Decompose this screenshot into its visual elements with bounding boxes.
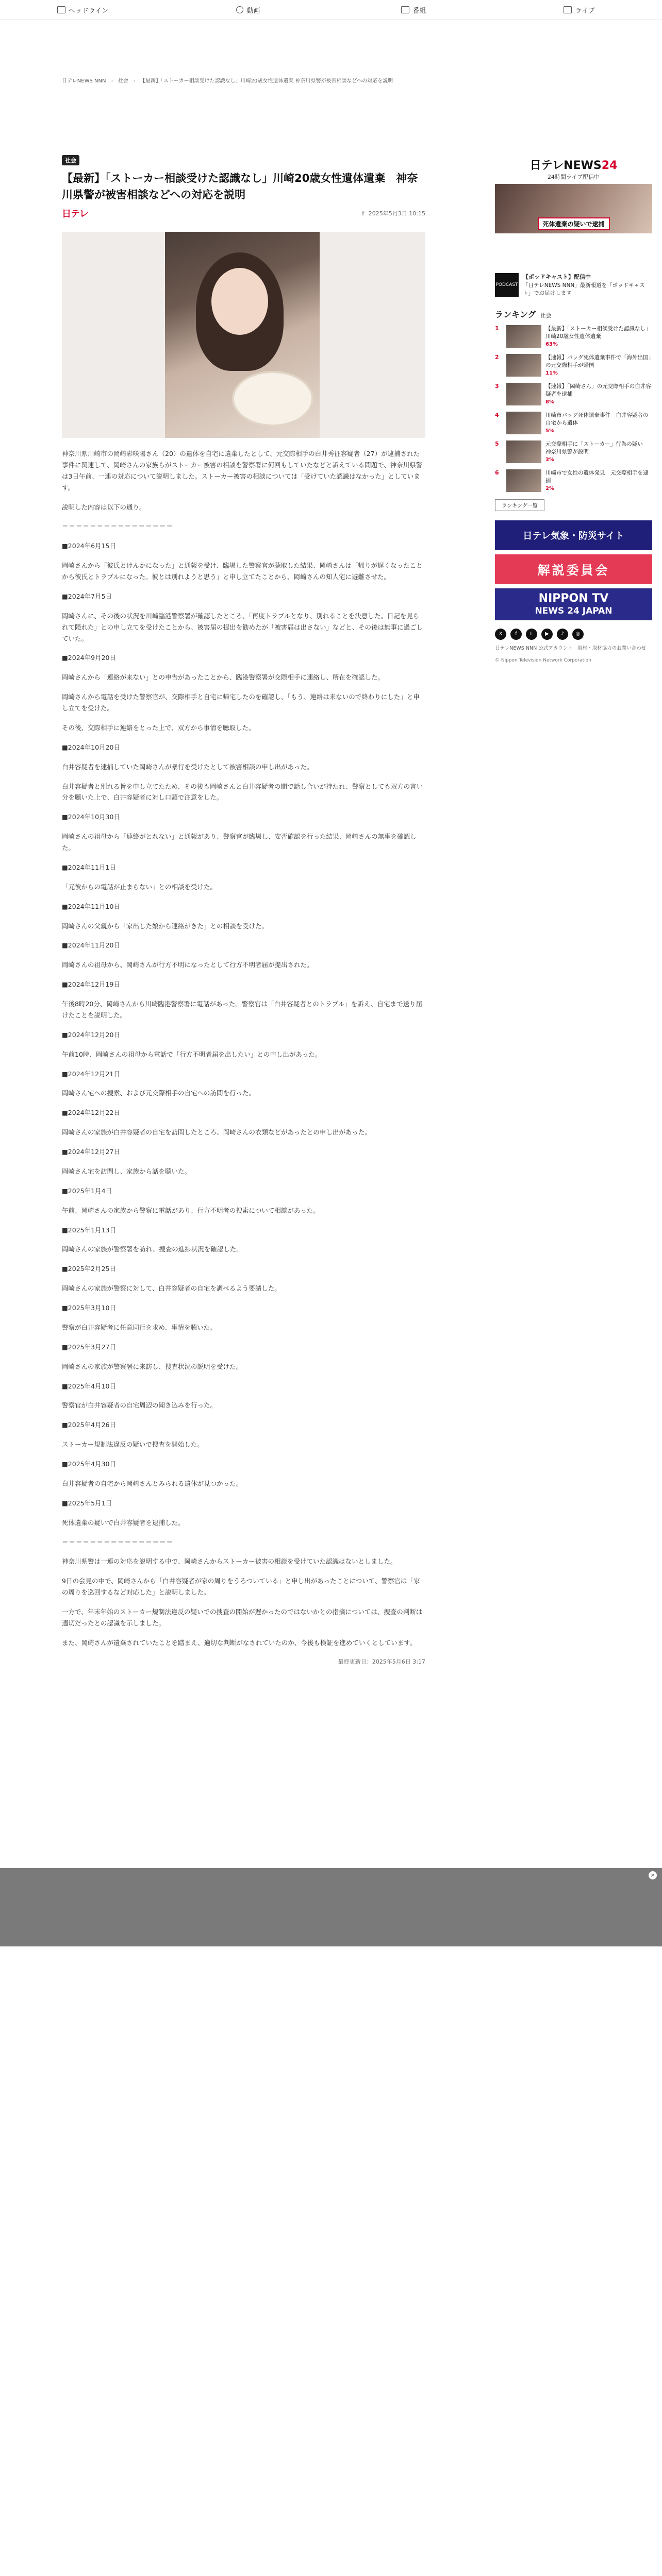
article-paragraph: 岡崎さんから「連絡が来ない」との申告があったことから、臨港警察署が交際相手に連絡し、所在を確認した。 [62, 673, 384, 682]
article-paragraph: 9日の会見の中で、岡崎さんから「白井容疑者が家の周りをうろついている」と申し出があったことについて、警察官は「家の周りを巡回するなど対応した」と説明しました。 [62, 1577, 420, 1597]
sns-links [495, 629, 652, 640]
news24-caption: 死体遺棄の疑いで逮捕 [537, 217, 609, 230]
news24-sub: 24時間ライブ配信中 [547, 174, 600, 180]
nav-item-video[interactable] [166, 0, 331, 20]
article-paragraph: 白井容疑者の自宅から岡崎さんとみられる遺体が見つかった。 [62, 1479, 243, 1487]
breadcrumb: 日テレNEWS NNN › 社会 › 【最新】「ストーカー相談受けた認識なし」川崎20歳女性遺体遺棄 神奈川県警が被害相談などへの対応を説明 [62, 78, 393, 84]
share-icon[interactable]: ⇧ [360, 210, 366, 217]
breadcrumb-current: 【最新】「ストーカー相談受けた認識なし」川崎20歳女性遺体遺棄 神奈川県警が被害相談などへの対応を説明 [140, 78, 393, 84]
hero-face [211, 268, 268, 335]
nav-label: ライブ [575, 7, 595, 15]
article-paragraph: 岡崎さんの家族が白井容疑者の自宅を訪問したところ、岡崎さんの衣類などがあったとの申し出があった。 [62, 1128, 371, 1137]
article-paragraph: ＝＝＝＝＝＝＝＝＝＝＝＝＝＝＝＝ [62, 1538, 174, 1546]
article-paragraph: 午前10時、岡崎さんの祖母から電話で「行方不明者届を出したい」との申し出があった。 [62, 1050, 322, 1058]
article-paragraph: 岡崎さんの祖母から、岡崎さんが行方不明になったとして行方不明者届が提出された。 [62, 961, 313, 969]
news24-logo [495, 157, 652, 173]
timeline-date: ■2025年4月26日 [62, 1421, 116, 1429]
news24-banner[interactable] [495, 155, 652, 247]
podcast-text: 「日テレNEWS NNN」最新報道を「ポッドキャスト」でお届けします [523, 282, 645, 297]
commentary-banner[interactable]: 解説委員会 [495, 554, 652, 584]
ranking-thumbnail [506, 412, 541, 434]
timeline-date: ■2024年11月10日 [62, 902, 120, 910]
sns-icon[interactable]: ▶ [541, 629, 553, 640]
ranking-number: 3 [495, 382, 499, 389]
ranking-item[interactable] [495, 412, 652, 435]
live-icon [564, 6, 572, 13]
timeline-date: ■2024年12月27日 [62, 1148, 120, 1156]
article-paragraph: 神奈川県警は一連の対応を説明する中で、岡崎さんからストーカー被害の相談を受けていた認識はないとしました。 [62, 1557, 397, 1566]
overlay-banner [0, 1868, 662, 1946]
timeline-date: ■2024年12月21日 [62, 1070, 120, 1078]
nav-item-programs[interactable] [331, 0, 496, 20]
ranking-item[interactable] [495, 325, 652, 349]
article-paragraph: 岡崎さんの家族が警察署に来訪し、捜査状況の説明を受けた。 [62, 1362, 243, 1370]
article-paragraph: 岡崎さんの家族が警察に対して、白井容疑者の自宅を調べるよう要請した。 [62, 1284, 281, 1293]
article-paragraph: 岡崎さん宅への捜索、および元交際相手の自宅への訪問を行った。 [62, 1089, 256, 1097]
sns-icon[interactable]: ♪ [557, 629, 568, 640]
timeline-date: ■2024年12月22日 [62, 1109, 120, 1117]
nav-label: 番組 [412, 7, 426, 15]
tv-icon [401, 6, 409, 13]
article-paragraph: 午後8時20分、岡崎さんから川崎臨港警察署に電話があった。警察官は「白井容疑者とのトラブル」を訴え、自宅まで送り届けたことを説明した。 [62, 1000, 422, 1019]
sns-icon[interactable]: f [510, 629, 522, 640]
timeline-date: ■2024年12月19日 [62, 980, 120, 989]
weather-site-banner[interactable]: 日テレ気象・防災サイト [495, 520, 652, 550]
timeline-date: ■2024年12月20日 [62, 1030, 120, 1039]
ranking-item[interactable] [495, 354, 652, 378]
ntv-bottom: NEWS 24 JAPAN [535, 605, 613, 616]
article-date: 2025年5月3日 10:15 [368, 210, 425, 217]
ranking-percent: 3% [545, 457, 554, 463]
nav-label: ヘッドライン [68, 7, 109, 15]
nav-item-live[interactable] [496, 0, 662, 20]
article-paragraph: 岡崎さんから電話を受けた警察官が、交際相手と自宅に帰宅したのを確認し、「もう、連絡は来ないので終わりにした」と申し立てを受けた。 [62, 693, 420, 712]
timeline-date: ■2025年3月27日 [62, 1343, 116, 1351]
ranking-headline: 【速報】「岡崎さん」の元交際相手の白井容疑者を逮捕 [545, 383, 651, 398]
article-paragraph: 死体遺棄の疑いで白井容疑者を逮捕した。 [62, 1518, 185, 1527]
ranking-header [495, 308, 652, 320]
article-paragraph: 岡崎さん宅を訪問し、家族から話を聴いた。 [62, 1167, 191, 1175]
article-paragraph: 神奈川県川崎市の岡崎彩咲陽さん（20）の遺体を自宅に遺棄したとして、元交際相手の白井秀征容疑者（27）が逮捕された事件に関連して、岡崎さんの家族らがストーカー被害の相談を警察署に何回もしていたなどと訴えている問題で、神奈川県警は3日午前、一連の対応について説明しました。ストーカー被害の相談については「受けていた認識はなかった」としています。 [62, 450, 423, 492]
timeline-date: ■2025年4月30日 [62, 1460, 116, 1468]
podcast-promo[interactable] [495, 273, 652, 298]
article-paragraph: ＝＝＝＝＝＝＝＝＝＝＝＝＝＝＝＝ [62, 522, 174, 531]
ranking-percent: 5% [545, 428, 554, 434]
article-paragraph: 一方で、年末年始のストーカー規制法違反の疑いでの捜査の開始が遅かったのではないかとの指摘については、捜査の判断は適切だったとの認識を示しました。 [62, 1608, 423, 1627]
ranking-number: 5 [495, 440, 499, 447]
ranking-thumbnail [506, 440, 541, 463]
ranking-number: 1 [495, 325, 499, 332]
article-credit: 最終更新日：2025年5月6日 3:17 [338, 1658, 425, 1665]
article-paragraph: 岡崎さんの父親から「家出した娘から連絡がきた」との相談を受けた。 [62, 922, 269, 930]
timeline-date: ■2025年5月1日 [62, 1499, 112, 1507]
article-paragraph: 警察が白井容疑者に任意同行を求め、事情を聴いた。 [62, 1323, 217, 1331]
article-paragraph: 午前、岡崎さんの家族から警察に電話があり、行方不明者の捜索について相談があった。 [62, 1206, 320, 1214]
ranking-percent: 11% [545, 370, 558, 377]
sns-icon[interactable]: X [495, 629, 506, 640]
article-headline: 【最新】「ストーカー相談受けた認識なし」川崎20歳女性遺体遺棄 神奈川県警が被害相談などへの対応を説明 [62, 172, 418, 201]
ranking-number: 6 [495, 469, 499, 476]
ranking-thumbnail [506, 469, 541, 492]
copyright: © Nippon Television Network Corporation [495, 658, 591, 664]
article-paragraph: 「元彼からの電話が止まらない」との相談を受けた。 [62, 883, 217, 891]
timeline-date: ■2025年3月10日 [62, 1304, 116, 1312]
podcast-title: 【ポッドキャスト】配信中 [523, 274, 591, 280]
ranking-percent: 8% [545, 399, 554, 405]
breadcrumb-home[interactable]: 日テレNEWS NNN [62, 78, 106, 84]
ranking-number: 4 [495, 411, 499, 418]
article-paragraph: その後、交際相手に連絡をとった上で、双方から事情を聴取した。 [62, 723, 255, 732]
ranking-percent: 2% [545, 486, 554, 492]
ranking-item[interactable] [495, 383, 652, 406]
article-meta [62, 207, 425, 219]
ranking-item[interactable] [495, 440, 652, 464]
ranking-headline: 【最新】「ストーカー相談受けた認識なし」川崎20歳女性遺体遺棄 [545, 326, 651, 340]
top-navigation [0, 0, 662, 20]
news24-logo-main: 日テレNEWS [529, 159, 602, 172]
timeline-date: ■2025年1月4日 [62, 1187, 112, 1195]
article-paragraph: 説明した内容は以下の通り。 [62, 503, 146, 511]
article-paragraph: また、岡崎さんが遺棄されていたことを踏まえ、適切な判断がなされていたのか、今後も検証を進めていくとしています。 [62, 1638, 417, 1647]
timeline-date: ■2024年7月5日 [62, 592, 112, 600]
close-icon[interactable]: × [649, 1871, 657, 1879]
ranking-headline: 川崎市で女性の遺体発見 元交際相手を逮捕 [545, 469, 649, 484]
article-paragraph: 警察官が白井容疑者の自宅周辺の聞き込みを行った。 [62, 1401, 217, 1410]
article-body [62, 448, 425, 1667]
sidebar [495, 155, 652, 665]
side-note: 日テレNEWS NNN 公式アカウント 取材・取材協力のお問い合わせ [495, 645, 647, 651]
category-tag[interactable]: 社会 [62, 155, 79, 165]
sns-icon[interactable]: L [526, 629, 537, 640]
timeline-date: ■2024年9月20日 [62, 654, 116, 662]
article-paragraph: 白井容疑者と別れる旨を申し立てたため、その後も岡崎さんと白井容疑者の間で話し合いが持たれ、警察としても双方の言い分を聴いた上で、白井容疑者に対し口頭で注意をした。 [62, 782, 423, 802]
sns-icon[interactable]: ◎ [572, 629, 584, 640]
article-paragraph: 白井容疑者を逮捕していた岡崎さんが暴行を受けたとして被害相談の申し出があった。 [62, 762, 313, 771]
ranking-headline: 【速報】バッグ死体遺棄事件で「海外出国」の元交際相手が帰国 [545, 354, 651, 369]
article-paragraph: 岡崎さんの家族が警察署を訪れ、捜査の進捗状況を確認した。 [62, 1245, 243, 1253]
ranking-title: ランキング [495, 310, 536, 319]
ntv-news24-japan-banner[interactable] [495, 588, 652, 620]
timeline-date: ■2024年10月30日 [62, 813, 120, 821]
timeline-date: ■2025年2月25日 [62, 1265, 116, 1273]
ranking-headline: 川崎市バッグ死体遺棄事件 白井容疑者の自宅から遺体 [545, 412, 649, 427]
news24-logo-num: 24 [601, 159, 618, 172]
timeline-date: ■2024年10月20日 [62, 743, 120, 751]
ranking-thumbnail [506, 354, 541, 377]
article-paragraph: 岡崎さんから「彼氏とけんかになった」と通報を受け、臨場した警察官が聴取した結果、岡崎さんは「帰りが遅くなったことから彼氏とトラブルになった。彼とは別れようと思う」と申し立てたことから、岡崎さんの知人宅に避難させた。 [62, 562, 423, 581]
ranking-thumbnail [506, 325, 541, 348]
newspaper-icon [57, 6, 65, 13]
timeline-date: ■2025年1月13日 [62, 1226, 116, 1234]
nav-label: 動画 [246, 7, 260, 15]
article-paragraph: 岡崎さんの祖母から「連絡がとれない」と通報があり、警察官が臨場し、安否確認を行った結果、岡崎さんの無事を確認した。 [62, 833, 417, 852]
timeline-date: ■2025年4月10日 [62, 1382, 116, 1390]
article-paragraph: 岡崎さんに、その後の状況を川崎臨港警察署が確認したところ、「再度トラブルとなり、別れることを決意した。日記を見られて隠れた」との申し立てを受けたことから、被害届の提出を勧めたが「被害届は出さない」などと、その後は無事に過ごしていた。 [62, 612, 423, 642]
play-icon [236, 6, 243, 13]
breadcrumb-category[interactable]: 社会 [118, 78, 128, 84]
article-paragraph: ストーカー規制法違反の疑いで捜査を開始した。 [62, 1440, 204, 1449]
timeline-date: ■2024年6月15日 [62, 542, 116, 550]
podcast-icon: PODCAST [495, 273, 519, 297]
timeline-date: ■2024年11月1日 [62, 863, 116, 871]
news24-image [495, 184, 652, 233]
hero-cake [232, 371, 313, 427]
timeline-date: ■2024年11月20日 [62, 941, 120, 950]
ranking-list [495, 325, 652, 493]
ranking-headline: 元交際相手に「ストーカー」行為の疑い 神奈川県警が説明 [545, 440, 649, 455]
source-logo: 日テレ [62, 209, 88, 219]
ranking-more-button[interactable]: ランキング一覧 [495, 499, 544, 511]
hero-image [62, 232, 425, 438]
article [62, 155, 425, 1675]
ntv-top: NIPPON TV [538, 592, 609, 605]
ranking-number: 2 [495, 353, 499, 361]
ranking-category: 社会 [540, 312, 552, 319]
ranking-thumbnail [506, 383, 541, 405]
ranking-percent: 63% [545, 342, 558, 348]
ranking-item[interactable] [495, 469, 652, 493]
nav-item-headline[interactable] [0, 0, 166, 20]
